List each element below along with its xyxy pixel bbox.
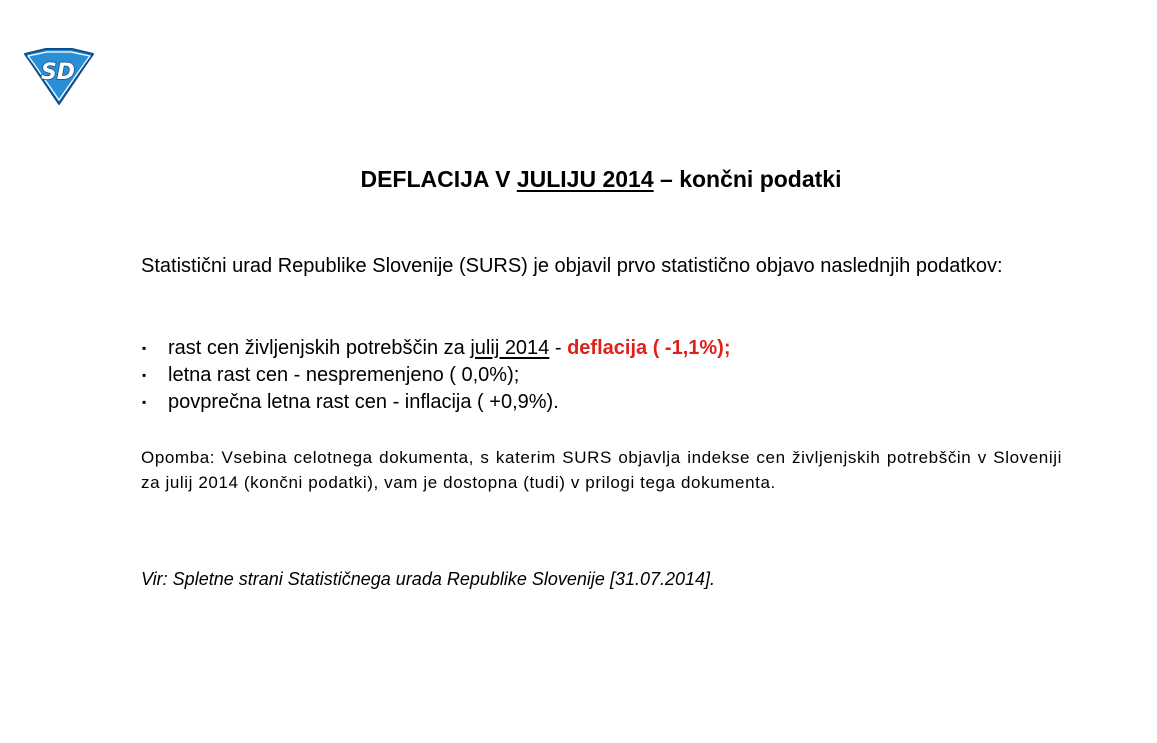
bullet-average-text: povprečna letna rast cen - inflacija ( +0,9%). [168, 391, 559, 413]
bullet-icon: ▪ [142, 368, 147, 382]
page-title [0, 166, 1157, 193]
bullet-cpi-text: rast cen življenjskih potrebščin za [168, 337, 471, 359]
bullet-cpi-dash: - [549, 337, 568, 359]
bullet-annual-text: letna rast cen - nespremenjeno ( 0,0%); [168, 364, 520, 386]
bullet-item-annual [141, 362, 1062, 389]
bullet-cpi-deflation: deflacija ( -1,1%); [567, 337, 731, 359]
source-citation: Vir: Spletne strani Statističnega urada Republike Slovenije [31.07.2014]. [141, 569, 716, 589]
note-paragraph: Opomba: Vsebina celotnega dokumenta, s katerim SURS objavlja indekse cen življenjskih potrebščin v Sloveniji za julij 2014 (končni podatki), vam je dostopna (tudi) v prilogi tega dokumenta. [141, 448, 1062, 492]
bullet-item-average [141, 389, 1062, 416]
title-prefix: DEFLACIJA V [360, 166, 517, 192]
sd-logo [22, 48, 96, 106]
bullet-cpi-period: julij 2014 [470, 337, 550, 359]
bullet-icon: ▪ [142, 395, 147, 409]
logo-text: SD [40, 60, 76, 85]
bullet-icon: ▪ [142, 341, 147, 355]
bullet-list [141, 335, 1062, 416]
title-date: JULIJU 2014 [516, 166, 654, 192]
title-suffix: – končni podatki [653, 166, 842, 192]
intro-paragraph: Statistični urad Republike Slovenije (SURS) je objavil prvo statistično objavo naslednjih podatkov: [141, 255, 1003, 277]
bullet-item-cpi [141, 335, 1062, 362]
